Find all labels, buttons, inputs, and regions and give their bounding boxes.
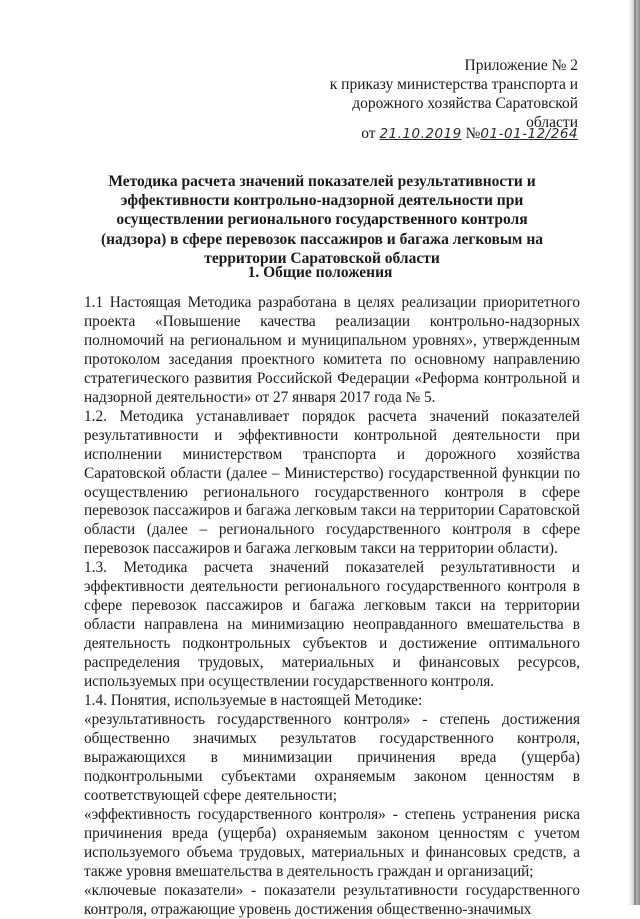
definition-key-indicators: «ключевые показатели» - показатели результативности государственного контроля, отражающие уровень достижения общественно-значимых <box>84 881 580 918</box>
appendix-title: Приложение № 2 <box>464 57 578 74</box>
order-prefix: от <box>361 125 376 142</box>
definition-result: «результативность государственного контроля» - степень достижения общественно значимых результатов государственного контроля, выражающихся в минимизации причинения вреда (ущерба) подконтрольными субъектами охраняемым законом ценностям в соответствующей сфере деятельности; <box>84 710 580 804</box>
paragraph-1-2: 1.2. Методика устанавливает порядок расчета значений показателей результативности и эффективности контрольной деятельности при исполнении министерством транспорта и дорожного хозяйства Саратовской области (далее – Министерство) государственной функции по осуществлению регионального государственного контроля в сфере перевозок пассажиров и багажа легковым такси на территории Саратовской области (далее – регионального государственного контроля в сфере перевозок пассажиров и багажа легковым такси на территории области). <box>84 407 580 558</box>
paragraph-1-4: 1.4. Понятия, используемые в настоящей Методике: <box>84 692 423 710</box>
document-title: Методика расчета значений показателей результативности и эффективности контрольно-надзорной деятельности при осуществлении регионального государственного контроля (надзора) в сфере перевозок пассажиров и багажа легковым на территории Саратовской области <box>100 173 544 267</box>
section-heading: 1. Общие положения <box>247 264 393 281</box>
order-number-prefix: № <box>465 125 481 142</box>
paragraph-1-1: 1.1 Настоящая Методика разработана в целях реализации приоритетного проекта «Повышение качества реализации контрольно-надзорных полномочий на региональном и муниципальном уровнях», утвержденным протоколом заседания проектного комитета по основному направлению стратегического развития Российской Федерации «Реформа контрольной и надзорной деятельности» от 27 января 2017 года № 5. <box>84 294 580 406</box>
paragraph-1-3: 1.3. Методика расчета значений показателей результативности и эффективности деятельности регионального государственного контроля в сфере перевозок пассажиров и багажа легковым такси на территории области направлена на минимизацию неоправданного вмешательства в деятельность подконтрольных субъектов и достижение оптимального распределения трудовых, материальных и финансовых ресурсов, используемых при осуществлении государственного контроля. <box>84 559 580 691</box>
order-date-number <box>360 124 578 144</box>
definition-efficiency: «эффективность государственного контроля» - степень устранения риска причинения вреда (ущерба) охраняемым законом ценностям с учетом используемого объема трудовых, материальных и финансовых средств, а также уровня вмешательства в деятельность граждан и организаций; <box>84 805 580 880</box>
scan-edge-line <box>634 0 636 905</box>
order-date: 21.10.2019 <box>379 126 462 142</box>
order-number: 01-01-12/264 <box>480 126 578 142</box>
document-body <box>84 294 580 919</box>
appendix-ministry-name: дорожного хозяйства Саратовской области <box>352 95 578 131</box>
appendix-order-reference: к приказу министерства транспорта и <box>329 76 578 93</box>
appendix-block <box>300 56 578 132</box>
